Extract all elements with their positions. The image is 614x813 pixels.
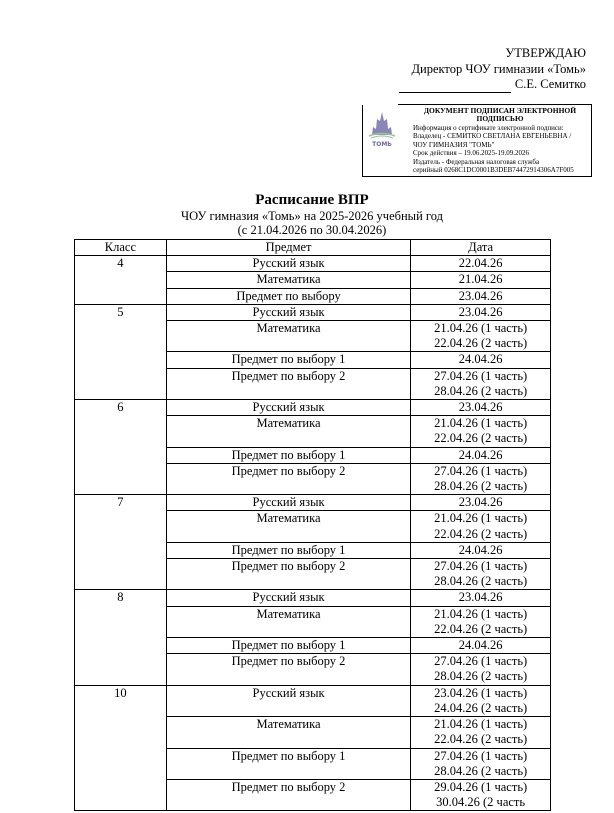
subject-cell: Русский язык [166, 495, 410, 511]
subject-cell: Русский язык [166, 304, 410, 320]
page-period: (с 21.04.2026 по 30.04.2026) [237, 223, 387, 237]
subject-cell: Русский язык [166, 685, 410, 716]
date-cell [411, 606, 551, 637]
date-value: 23.04.26 [458, 590, 503, 605]
date-cell [411, 779, 551, 810]
date-value: 21.04.26 (1 часть) [434, 511, 528, 526]
date-cell [411, 321, 551, 352]
date-value: 30.04.26 (2 часть [436, 795, 526, 810]
class-cell: 5 [75, 304, 167, 399]
table-row [75, 304, 551, 320]
subject-cell: Предмет по выбору [166, 288, 410, 304]
subject-cell: Математика [166, 416, 410, 447]
subject-cell: Предмет по выбору 2 [166, 368, 410, 399]
date-value: 28.04.26 (2 часть) [434, 669, 528, 684]
date-cell [411, 654, 551, 685]
date-value: 22.04.26 (2 часть) [434, 526, 528, 541]
class-cell: 6 [75, 400, 167, 495]
subject-cell: Предмет по выбору 2 [166, 463, 410, 494]
date-value: 21.04.26 [458, 272, 503, 287]
date-value: 27.04.26 (1 часть) [434, 559, 528, 574]
table-header-row [75, 240, 551, 256]
schedule-table [74, 239, 551, 811]
header-subject: Предмет [166, 240, 410, 256]
table-row [75, 590, 551, 606]
date-cell [411, 463, 551, 494]
signature-line [399, 81, 511, 93]
subject-cell: Предмет по выбору 1 [166, 638, 410, 654]
date-cell [411, 717, 551, 748]
date-cell [411, 638, 551, 654]
electronic-signature-stamp [362, 105, 592, 177]
subject-cell: Математика [166, 321, 410, 352]
date-cell [411, 559, 551, 590]
table-row [75, 400, 551, 416]
stamp-serial: серийный 0268C1DC0001B3DEB74472914306A7F005 [413, 166, 574, 175]
date-value: 21.04.26 (1 часть) [434, 717, 528, 732]
table-row [75, 495, 551, 511]
stamp-owner: Владелец - СЕМИТКО СВЕТЛАНА ЕВГЕНЬЕВНА / ЧОУ ГИМНАЗИЯ "ТОМЬ" [413, 132, 572, 149]
subject-cell: Русский язык [166, 256, 410, 272]
date-value: 22.04.26 (2 часть) [434, 431, 528, 446]
date-cell [411, 272, 551, 288]
approval-block [399, 46, 586, 93]
date-value: 27.04.26 (1 часть) [434, 748, 528, 763]
approval-title: УТВЕРЖДАЮ [505, 46, 586, 60]
date-cell [411, 511, 551, 542]
date-value: 22.04.26 (2 часть) [434, 336, 528, 351]
date-value: 23.04.26 [458, 400, 503, 415]
date-value: 22.04.26 (2 часть) [434, 732, 528, 747]
date-value: 23.04.26 [458, 288, 503, 303]
date-value: 23.04.26 [458, 304, 503, 319]
stamp-title: ДОКУМЕНТ ПОДПИСАН ЭЛЕКТРОННОЙ ПОДПИСЬЮ [423, 106, 577, 123]
class-cell: 7 [75, 495, 167, 590]
date-value: 23.04.26 [458, 495, 503, 510]
date-value: 24.04.26 [458, 352, 503, 367]
date-value: 24.04.26 [458, 542, 503, 557]
subject-cell: Предмет по выбору 1 [166, 748, 410, 779]
stamp-issuer: Издатель - Федеральная налоговая служба [413, 157, 540, 166]
approval-signature-row [399, 77, 586, 93]
subject-cell: Математика [166, 511, 410, 542]
date-value: 27.04.26 (1 часть) [434, 654, 528, 669]
date-cell [411, 447, 551, 463]
date-cell [411, 495, 551, 511]
approval-position: Директор ЧОУ гимназии «Томь» [411, 61, 586, 76]
stamp-top-border [398, 104, 592, 105]
table-row [75, 256, 551, 272]
date-cell [411, 368, 551, 399]
svg-text:ТОМЬ: ТОМЬ [372, 141, 392, 148]
class-cell: 8 [75, 590, 167, 685]
class-cell: 10 [75, 685, 167, 811]
stamp-text [413, 107, 587, 174]
subject-cell: Математика [166, 717, 410, 748]
page-subtitle: ЧОУ гимназия «Томь» на 2025-2026 учебный год [181, 209, 443, 223]
date-cell [411, 304, 551, 320]
date-value: 24.04.26 [458, 447, 503, 462]
date-value: 21.04.26 (1 часть) [434, 416, 528, 431]
date-cell [411, 352, 551, 368]
date-cell [411, 288, 551, 304]
subject-cell: Математика [166, 272, 410, 288]
subject-cell: Математика [166, 606, 410, 637]
date-value: 28.04.26 (2 часть) [434, 479, 528, 494]
date-cell [411, 542, 551, 558]
date-value: 22.04.26 (2 часть) [434, 621, 528, 636]
date-cell [411, 590, 551, 606]
subject-cell: Русский язык [166, 400, 410, 416]
date-value: 27.04.26 (1 часть) [434, 463, 528, 478]
subject-cell: Предмет по выбору 1 [166, 542, 410, 558]
date-cell [411, 256, 551, 272]
date-value: 24.04.26 (2 часть) [434, 700, 528, 715]
subject-cell: Предмет по выбору 2 [166, 559, 410, 590]
approval-signer: С.Е. Семитко [514, 77, 586, 91]
date-value: 23.04.26 (1 часть) [434, 685, 528, 700]
document-heading [74, 192, 550, 237]
date-value: 28.04.26 (2 часть) [434, 574, 528, 589]
date-cell [411, 400, 551, 416]
stamp-info: Информация о сертификате электронной подписи: [413, 124, 564, 132]
date-value: 24.04.26 [458, 638, 503, 653]
date-value: 28.04.26 (2 часть) [434, 763, 528, 778]
page-title: Расписание ВПР [255, 192, 369, 208]
date-value: 27.04.26 (1 часть) [434, 368, 528, 383]
header-date: Дата [411, 240, 551, 256]
date-value: 22.04.26 [458, 256, 503, 271]
table-row [75, 685, 551, 716]
date-cell [411, 416, 551, 447]
date-value: 28.04.26 (2 часть) [434, 383, 528, 398]
date-value: 29.04.26 (1 часть) [434, 779, 528, 794]
subject-cell: Предмет по выбору 1 [166, 447, 410, 463]
date-value: 21.04.26 (1 часть) [434, 606, 528, 621]
subject-cell: Русский язык [166, 590, 410, 606]
date-value: 21.04.26 (1 часть) [434, 321, 528, 336]
subject-cell: Предмет по выбору 1 [166, 352, 410, 368]
subject-cell: Предмет по выбору 2 [166, 779, 410, 810]
date-cell [411, 685, 551, 716]
class-cell: 4 [75, 256, 167, 305]
date-cell [411, 748, 551, 779]
tom-gymnasium-logo-icon [367, 109, 397, 149]
stamp-validity: Срок действия – 19.06.2025-19.09.2026 [413, 149, 530, 158]
subject-cell: Предмет по выбору 2 [166, 654, 410, 685]
header-class: Класс [75, 240, 167, 256]
